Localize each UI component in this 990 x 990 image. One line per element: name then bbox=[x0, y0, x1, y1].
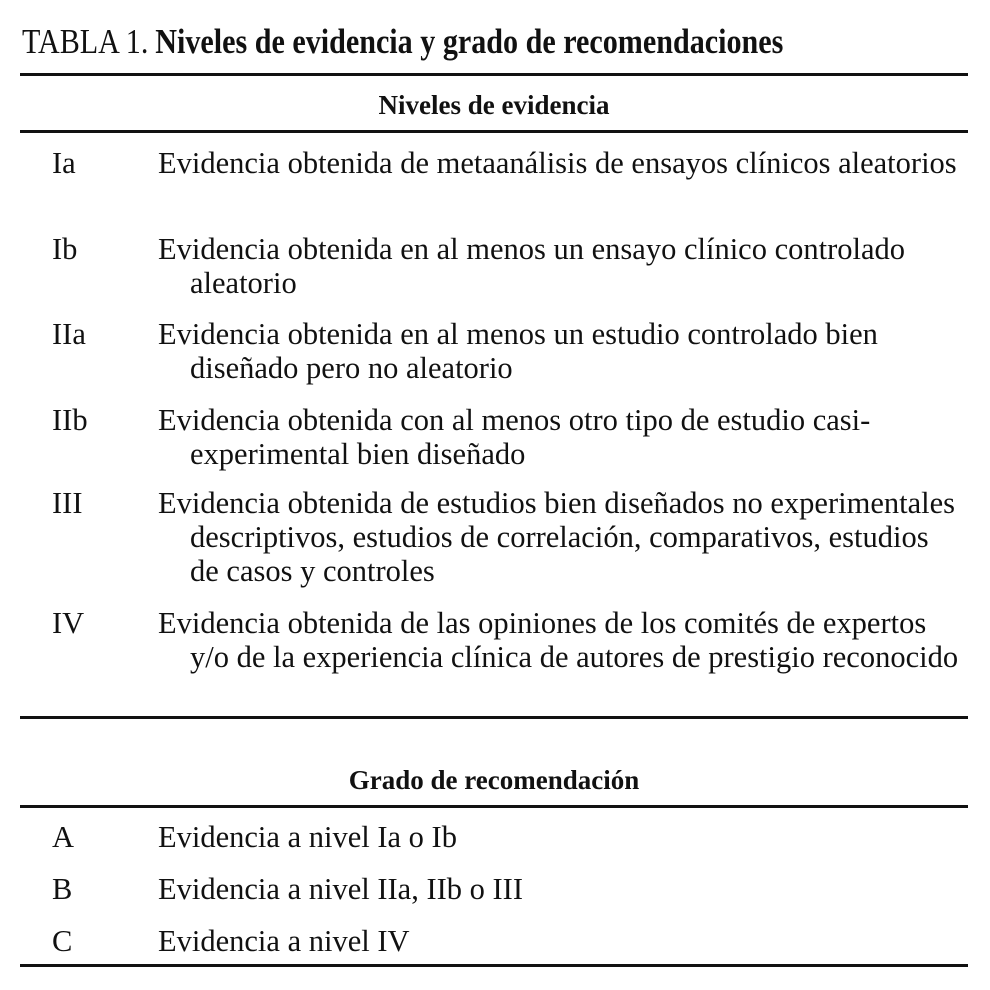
recommendation-description: Evidencia a nivel IV bbox=[158, 924, 410, 958]
evidence-row bbox=[20, 606, 968, 716]
evidence-description: Evidencia obtenida en al menos un estudio controlado bien diseñado pero no aleatorio bbox=[158, 317, 878, 385]
evidence-level: IIa bbox=[52, 317, 86, 351]
evidence-header: Niveles de evidencia bbox=[378, 90, 610, 120]
recommendation-row bbox=[20, 820, 968, 872]
evidence-table bbox=[20, 146, 968, 716]
table-label: TABLA 1. bbox=[22, 22, 149, 61]
evidence-description: Evidencia obtenida de estudios bien diseñados no experimentales descriptivos, estudios de correlación, comparativos, estudios de casos y controles bbox=[158, 486, 956, 588]
recommendation-header: Grado de recomendación bbox=[348, 765, 640, 795]
evidence-level: Ib bbox=[52, 232, 78, 266]
evidence-description: Evidencia obtenida de metaanálisis de ensayos clínicos aleatorios bbox=[158, 146, 957, 180]
recommendation-header-rule bbox=[20, 805, 968, 808]
recommendation-grade: B bbox=[52, 872, 73, 906]
table-title bbox=[22, 18, 839, 66]
recommendation-description: Evidencia a nivel Ia o Ib bbox=[158, 820, 457, 854]
evidence-level: III bbox=[52, 486, 83, 520]
recommendation-table bbox=[20, 820, 968, 974]
evidence-level: IV bbox=[52, 606, 85, 640]
evidence-header-rule bbox=[20, 130, 968, 133]
evidence-bottom-rule bbox=[20, 716, 968, 719]
bottom-rule bbox=[20, 964, 968, 967]
top-rule bbox=[20, 73, 968, 76]
evidence-description: Evidencia obtenida en al menos un ensayo clínico controlado aleatorio bbox=[158, 232, 906, 300]
recommendation-grade: C bbox=[52, 924, 73, 958]
evidence-row bbox=[20, 146, 968, 232]
evidence-row bbox=[20, 403, 968, 486]
evidence-description: Evidencia obtenida con al menos otro tipo de estudio casi-experimental bien diseñado bbox=[158, 403, 871, 471]
evidence-description: Evidencia obtenida de las opiniones de los comités de expertos y/o de la experiencia clínica de autores de prestigio reconocido bbox=[158, 606, 959, 674]
recommendation-grade: A bbox=[52, 820, 75, 854]
recommendation-description: Evidencia a nivel IIa, IIb o III bbox=[158, 872, 523, 906]
evidence-row bbox=[20, 486, 968, 606]
evidence-level: IIb bbox=[52, 403, 88, 437]
recommendation-row bbox=[20, 872, 968, 924]
evidence-level: Ia bbox=[52, 146, 76, 180]
table-caption: Niveles de evidencia y grado de recomendaciones bbox=[155, 22, 784, 61]
evidence-row bbox=[20, 232, 968, 317]
evidence-row bbox=[20, 317, 968, 403]
